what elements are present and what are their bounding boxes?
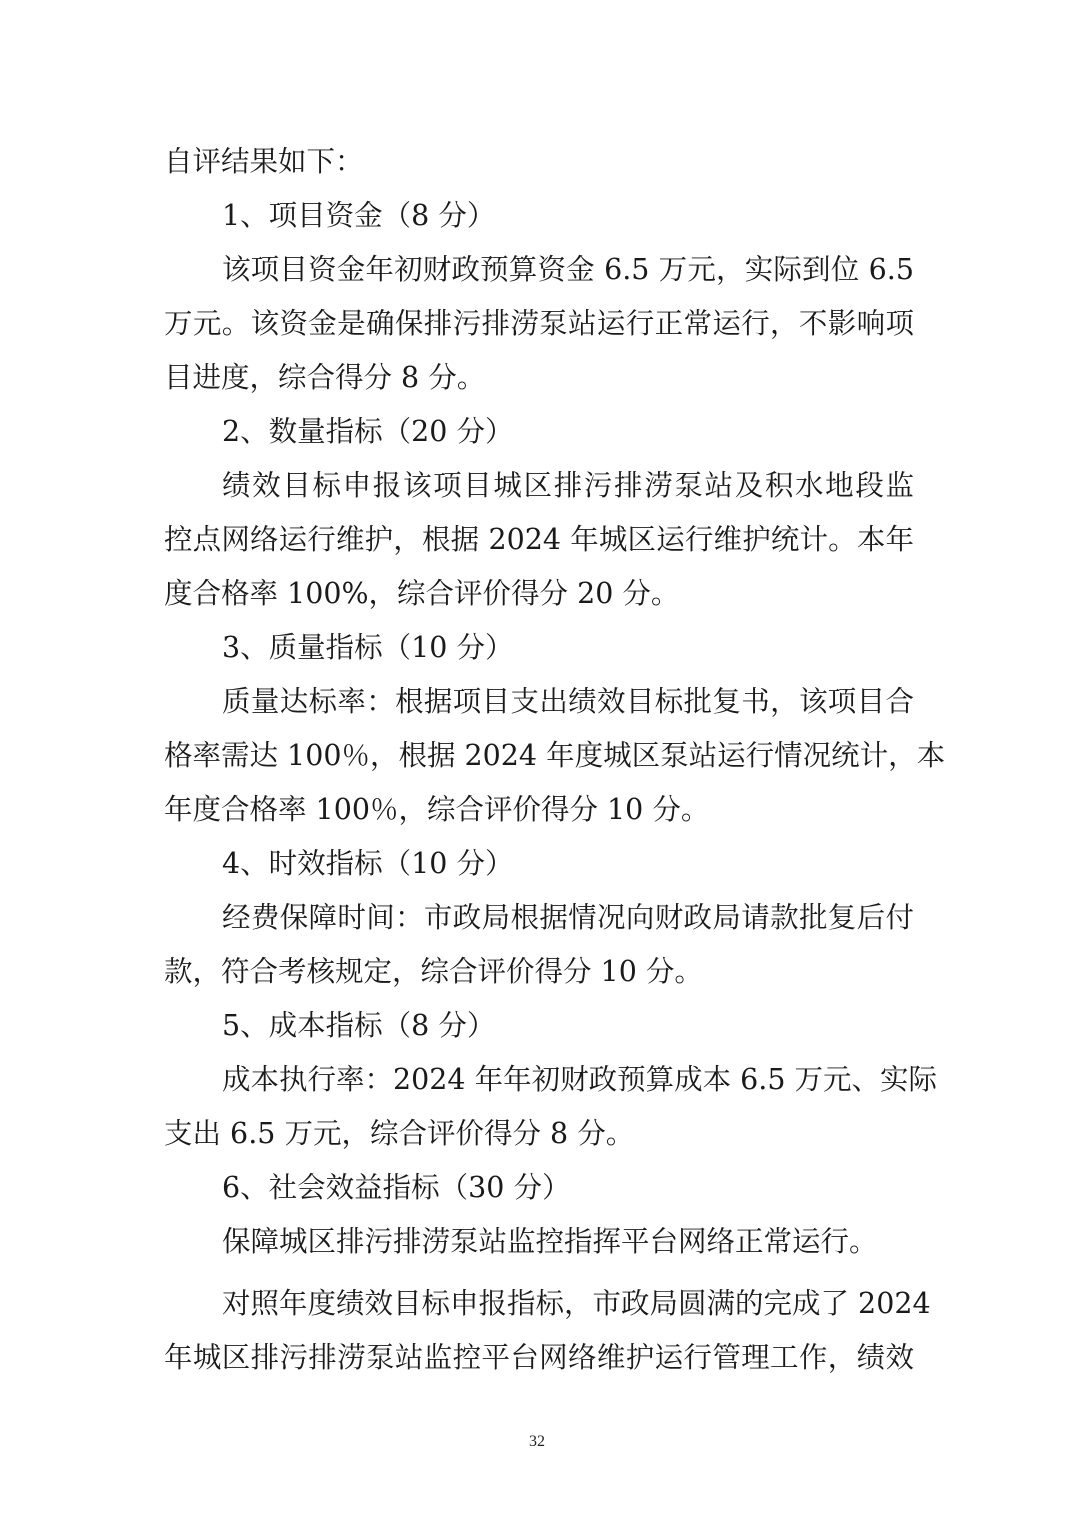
- paragraph-line: 绩效目标申报该项目城区排污排涝泵站及积水地段监: [222, 469, 914, 502]
- paragraph-line: 年城区排污排涝泵站监控平台网络维护运行管理工作，绩效: [164, 1341, 914, 1374]
- paragraph-line: 经费保障时间：市政局根据情况向财政局请款批复后付: [222, 901, 914, 934]
- paragraph-line: 成本执行率：2024 年年初财政预算成本 6.5 万元、实际: [222, 1063, 938, 1096]
- paragraph-line: 度合格率 100%，综合评价得分 20 分。: [164, 577, 680, 610]
- paragraph-line: 款，符合考核规定，综合评价得分 10 分。: [164, 955, 703, 988]
- heading-quality-indicator: 3、质量指标（10 分）: [222, 631, 514, 664]
- paragraph-line: 格率需达 100％，根据 2024 年度城区泵站运行情况统计，本: [164, 739, 946, 772]
- heading-timeliness-indicator: 4、时效指标（10 分）: [222, 847, 514, 880]
- paragraph-line: 控点网络运行维护，根据 2024 年城区运行维护统计。本年: [164, 523, 914, 556]
- paragraph-line: 对照年度绩效目标申报指标，市政局圆满的完成了 2024: [222, 1287, 931, 1320]
- heading-social-benefit-indicator: 6、社会效益指标（30 分）: [222, 1171, 571, 1204]
- paragraph-line: 年度合格率 100％，综合评价得分 10 分。: [164, 793, 710, 826]
- heading-cost-indicator: 5、成本指标（8 分）: [222, 1009, 496, 1042]
- intro-line: 自评结果如下：: [164, 145, 364, 178]
- paragraph-line: 万元。该资金是确保排污排涝泵站运行正常运行，不影响项: [164, 307, 914, 340]
- heading-quantity-indicator: 2、数量指标（20 分）: [222, 415, 514, 448]
- heading-project-funds: 1、项目资金（8 分）: [222, 199, 496, 232]
- paragraph-line: 目进度，综合得分 8 分。: [164, 361, 486, 394]
- paragraph-line: 该项目资金年初财政预算资金 6.5 万元，实际到位 6.5: [222, 253, 914, 286]
- page-number: 32: [529, 1433, 545, 1450]
- paragraph-line: 保障城区排污排涝泵站监控指挥平台网络正常运行。: [222, 1225, 878, 1258]
- paragraph-line: 支出 6.5 万元，综合评价得分 8 分。: [164, 1117, 635, 1150]
- paragraph-line: 质量达标率：根据项目支出绩效目标批复书，该项目合: [222, 685, 914, 718]
